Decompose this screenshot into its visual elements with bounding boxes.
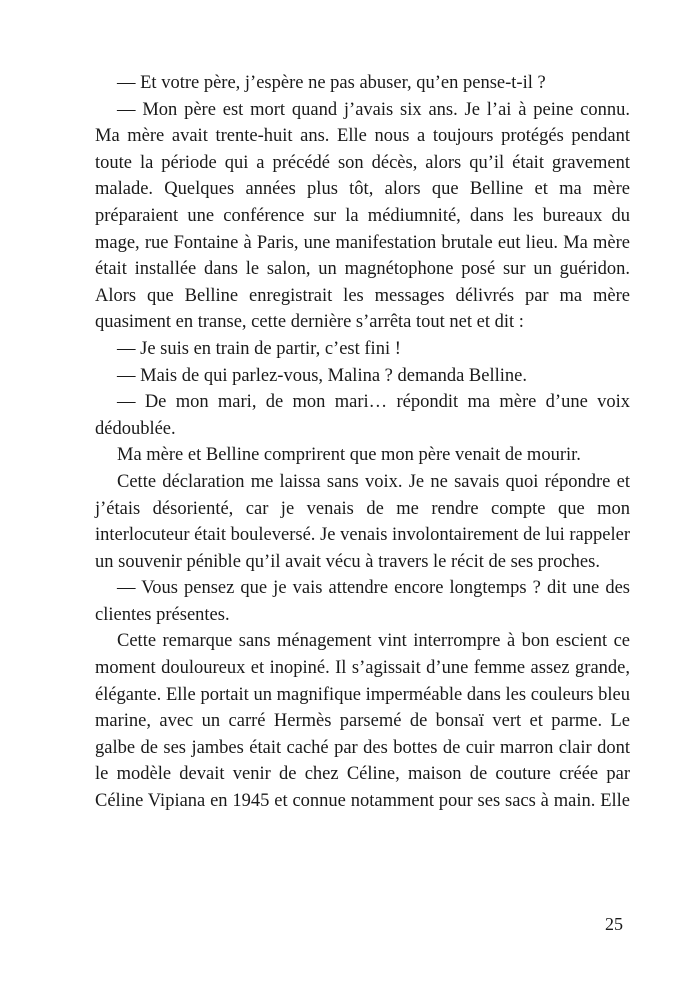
paragraph: — Je suis en train de partir, c’est fini ! [117, 338, 401, 359]
page-body [95, 70, 630, 815]
paragraph: Cette remarque sans ménagement vint interrompre à bon escient ce moment douloureux et inopiné. Il s’agissait d’une femme assez grande, élégante. Elle portait un magnifique imperméable dans les couleurs bleu marine, avec un carré Hermès parsemé de bonsaï vert et parme. Le galbe de ses jambes était caché par des bottes de cuir marron clair dont le modèle devait venir de chez Céline, maison de couture créée par Céline Vipiana en 1945 et connue notamment pour ses sacs à main. Elle [95, 631, 630, 812]
paragraph: — Et votre père, j’espère ne pas abuser, qu’en pense-t-il ? [117, 73, 546, 93]
paragraph: — Vous pensez que je vais attendre encore longtemps ? dit une des clientes présentes. [95, 578, 630, 625]
paragraph: — De mon mari, de mon mari… répondit ma mère d’une voix dédoublée. [95, 392, 630, 439]
paragraph: Cette déclaration me laissa sans voix. Je ne savais quoi répondre et j’étais désorienté, car je venais de me rendre compte que mon interlocuteur était bouleversé. Je venais involontairement de lui rappeler un souvenir pénible qu’il avait vécu à travers le récit de ses proches. [95, 471, 630, 572]
paragraph: — Mais de qui parlez-vous, Malina ? demanda Belline. [117, 365, 527, 386]
paragraph: — Mon père est mort quand j’avais six ans. Je l’ai à peine connu. Ma mère avait trente-huit ans. Elle nous a toujours protégés pendant toute la période qui a précédé son décès, alors qu’il était gravement malade. Quelques années plus tôt, alors que Belline et ma mère préparaient une conférence sur la médiumnité, dans les bureaux du mage, rue Fontaine à Paris, une manifestation brutale eut lieu. Ma mère était installée dans le salon, un magnétophone posé sur un guéridon. Alors que Belline enregistrait les messages délivrés par ma mère quasiment en transe, cette dernière s’arrêta tout net et dit : [95, 99, 630, 333]
paragraph: Ma mère et Belline comprirent que mon père venait de mourir. [117, 445, 581, 466]
page-number: 25 [605, 914, 623, 934]
